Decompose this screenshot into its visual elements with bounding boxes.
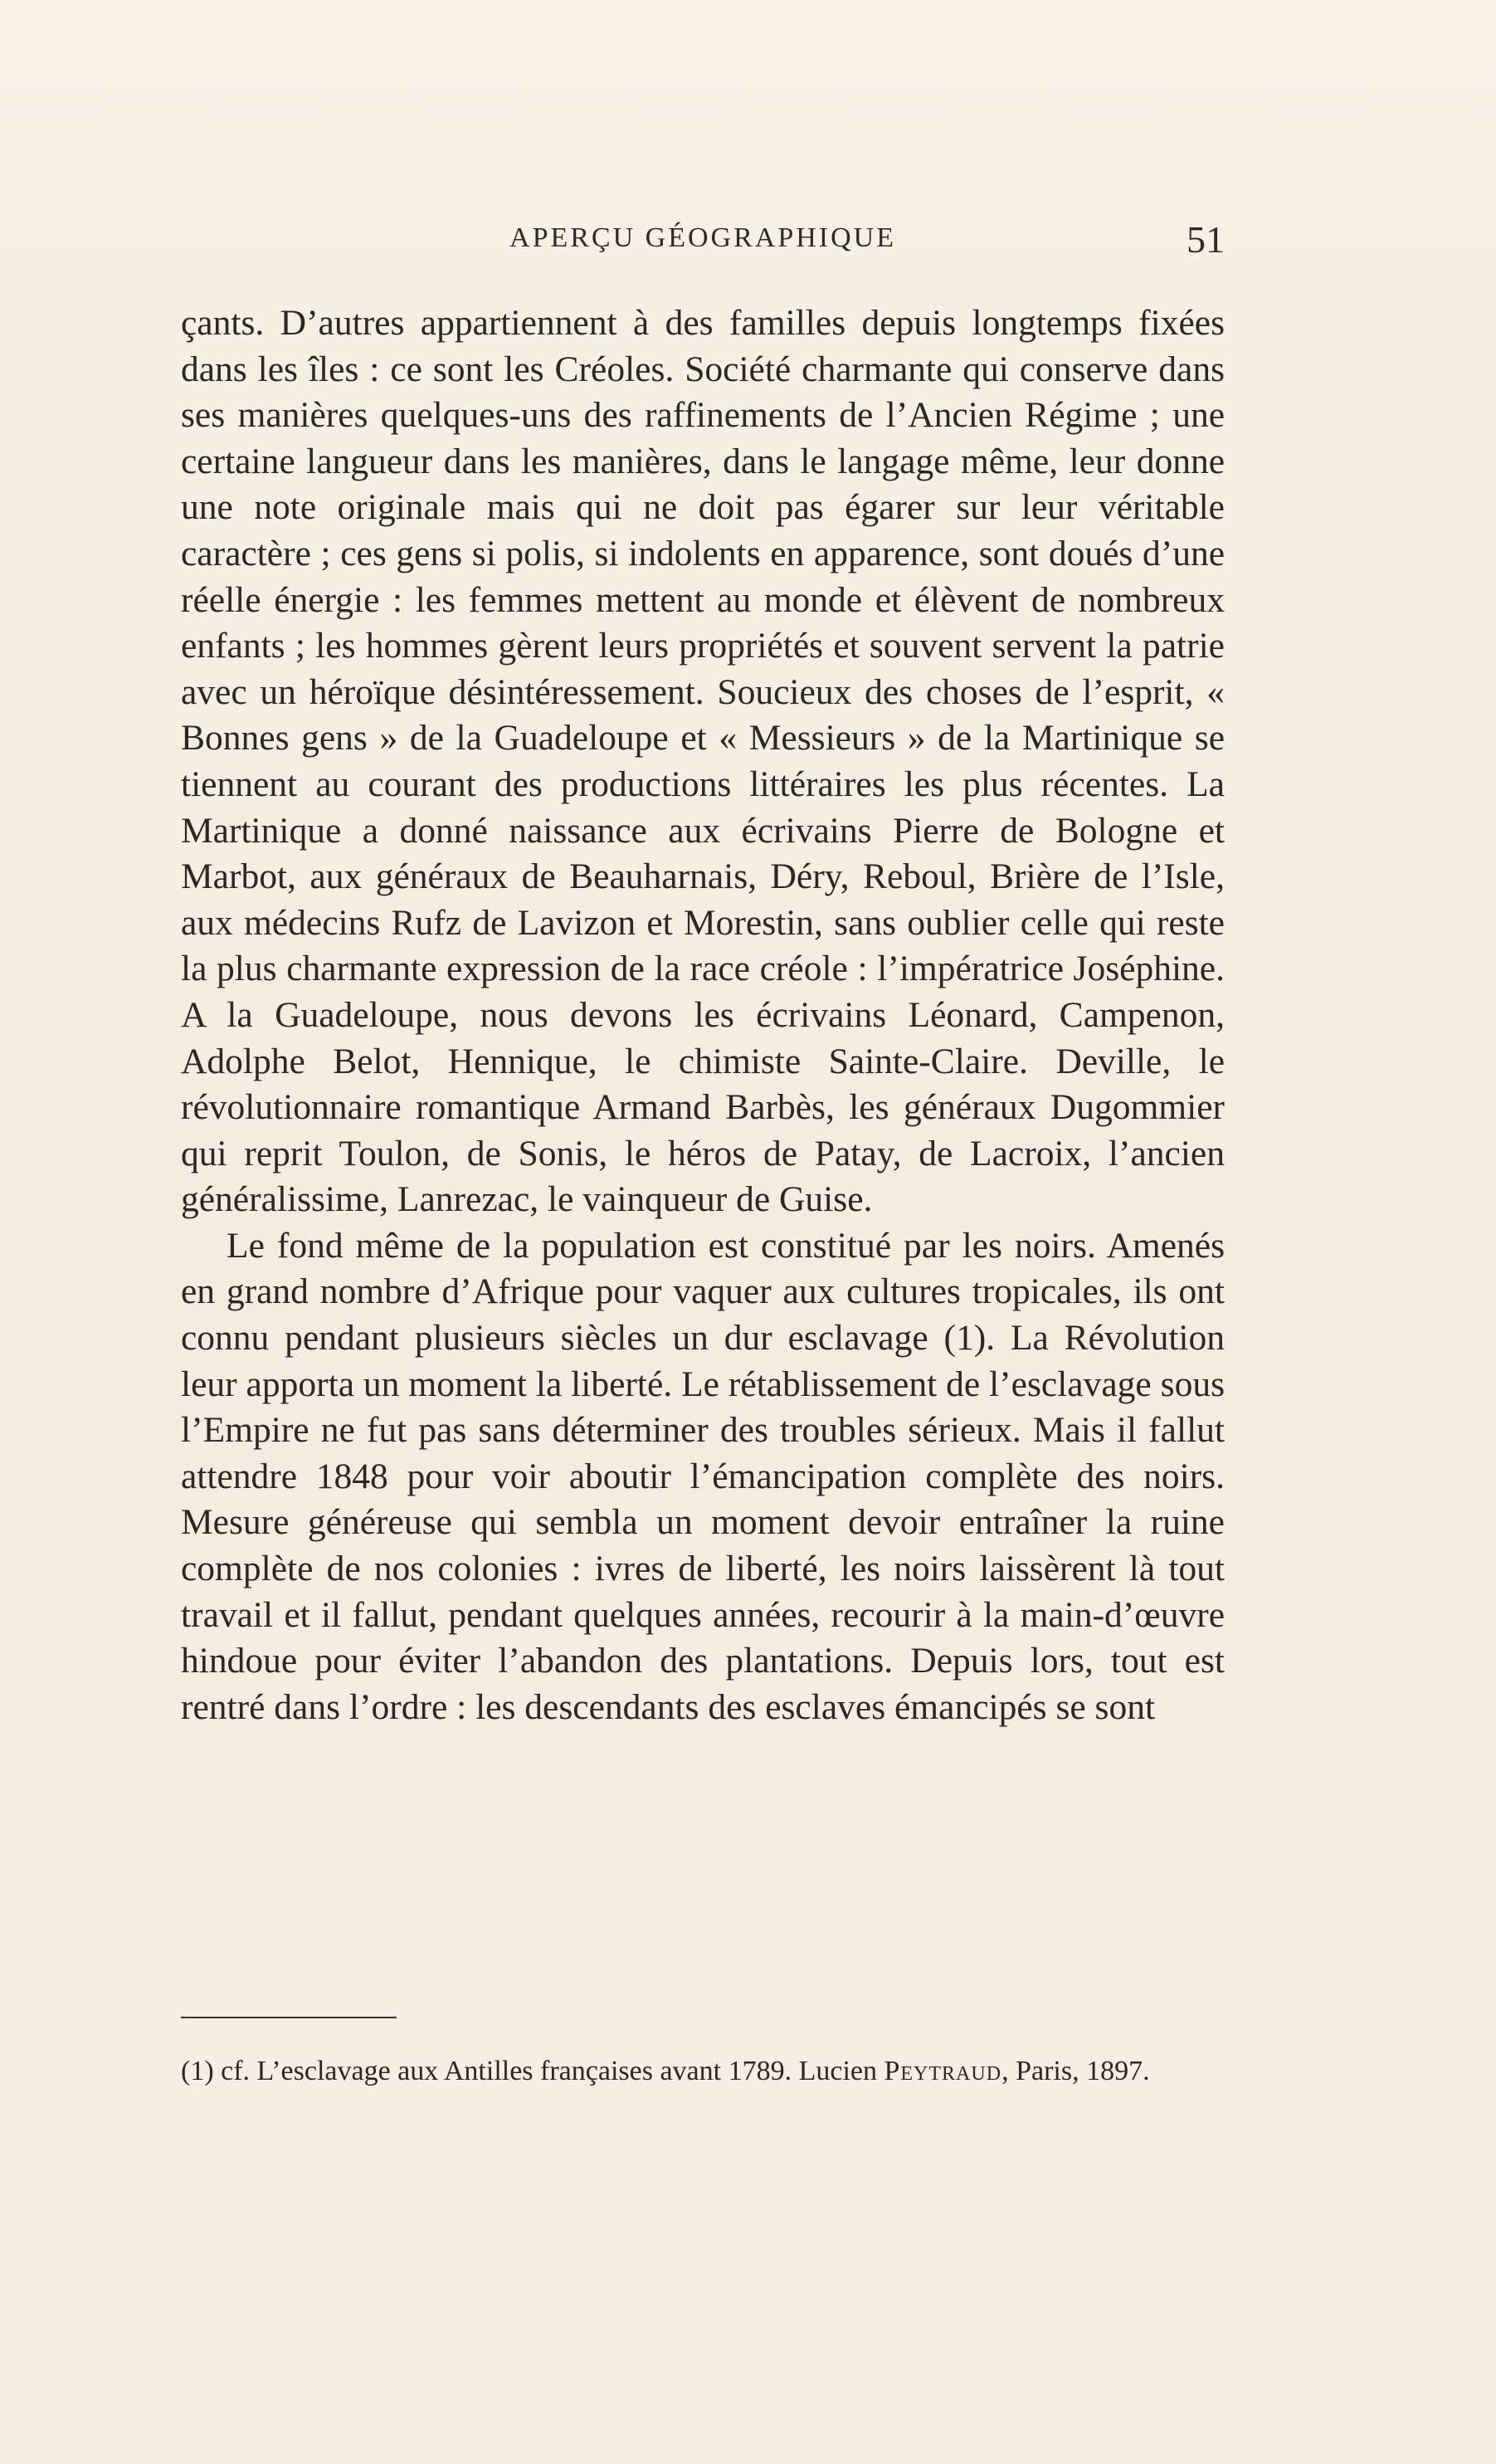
footnote-divider	[181, 2017, 397, 2018]
footnote-author: Peytraud	[884, 2056, 1002, 2086]
page-number: 51	[1187, 218, 1225, 261]
paragraph: Le fond même de la population est constitué par les noirs. Amenés en grand nombre d’Afrique pour vaquer aux cultures tropicales, ils ont connu pendant plusieurs siècles un dur esclavage (1). La Révolution leur apporta un moment la liberté. Le rétablissement de l’esclavage sous l’Empire ne fut pas sans déterminer des troubles sérieux. Mais il fallut attendre 1848 pour voir aboutir l’émancipation complète des noirs. Mesure généreuse qui sembla un moment devoir entraîner la ruine complète de nos colonies : ivres de liberté, les noirs laissèrent là tout travail et il fallut, pendant quelques années, recourir à la main-d’œuvre hindoue pour éviter l’abandon des plantations. Depuis lors, tout est rentré dans l’ordre : les descendants des esclaves émancipés se sont	[181, 1225, 1225, 1727]
footnote-text-end: , Paris, 1897.	[1001, 2056, 1150, 2086]
body-text	[181, 300, 1225, 1730]
paragraph: çants. D’autres appartiennent à des familles depuis longtemps fixées dans les îles : ce sont les Créoles. Société charmante qui conserve dans ses manières quelques-uns des raffinements de l’Ancien Régime ; une certaine langueur dans les manières, dans le langage même, leur donne une note originale mais qui ne doit pas égarer sur leur véritable caractère ; ces gens si polis, si indolents en apparence, sont doués d’une réelle énergie : les femmes mettent au monde et élèvent de nombreux enfants ; les hommes gèrent leurs propriétés et souvent servent la patrie avec un héroïque désintéressement. Soucieux des choses de l’esprit, « Bonnes gens » de la Guadeloupe et « Messieurs » de la Martinique se tiennent au courant des productions littéraires les plus récentes. La Martinique a donné naissance aux écrivains Pierre de Bologne et Marbot, aux généraux de Beauharnais, Déry, Reboul, Brière de l’Isle, aux médecins Rufz de Lavizon et Morestin, sans oublier celle qui reste la plus charmante expression de la race créole : l’impératrice Joséphine. A la Guadeloupe, nous devons les écrivains Léonard, Campenon, Adolphe Belot, Hennique, le chimiste Sainte-Claire. Deville, le révolutionnaire romantique Armand Barbès, les généraux Dugommier qui reprit Toulon, de Sonis, le héros de Patay, de Lacroix, l’ancien généralissime, Lanrezac, le vainqueur de Guise.	[181, 303, 1225, 1220]
running-head	[181, 217, 1225, 267]
footnote	[181, 2054, 1225, 2089]
running-title: APERÇU GÉOGRAPHIQUE	[509, 222, 896, 253]
footnote-text: (1) cf. L’esclavage aux Antilles françaises avant 1789. Lucien	[181, 2056, 884, 2086]
